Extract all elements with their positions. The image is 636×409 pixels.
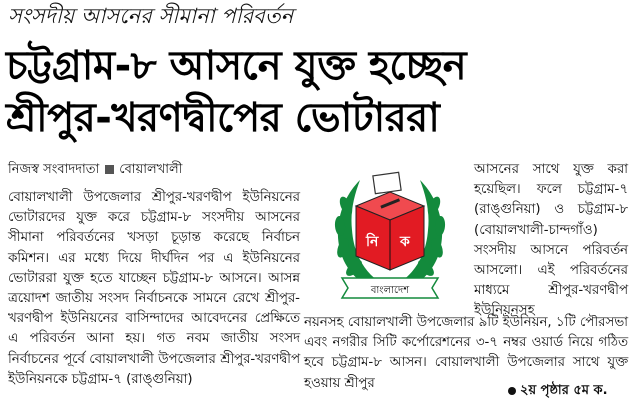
logo-letter-left: নি [366,234,379,250]
headline-line-2: শ্রীপুর-খরণদ্বীপের ভোটাররা [6,95,440,141]
ribbon-text: বাংলাদেশ [370,285,410,296]
article-text-left: বোয়ালখালী উপজেলার শ্রীপুর-খরণদ্বীপ ইউনিয়নের ভোটারদের যুক্ত করে চট্টগ্রাম-৮ সংসদীয় আসনের সীমানা পরিবর্তনের খসড়া চূড়ান্ত করেছে নির্বাচন কমিশন। এর মধ্যে দিয়ে দীর্ঘদিন পর এ ইউনিয়নের ভোটাররা যুক্ত হতে যাচ্ছেন চট্টগ্রাম-৮ আসনে। আসন্ন ত্রয়োদশ জাতীয় সংসদ নির্বাচনকে সামনে রেখে শ্রীপুর-খরণদ্বীপ ইউনিয়নের বাসিন্দাদের আবেদনের প্রেক্ষিতে এ পরিবর্তন আনা হয়। গত নবম জাতীয় সংসদ নির্বাচনের পূর্বে বোয়ালখালী উপজেলার শ্রীপুর-খরণদ্বীপ ইউনিয়নকে চট্টগ্রাম-৭ (রাঙ্গুনিয়া) [8,190,300,387]
article-text-right: আসনের সাথে যুক্ত করা হয়েছিল। ফলে চট্টগ্রাম-৭ (রাঙ্গুনিয়া) ও চট্টগ্রাম-৮ (বোয়ালখালী-চান্দগাঁও) সংসদীয় আসনে পরিবর্তন আসলো। এই পরিবর্তনের মাধ্যমে শ্রীপুর-খরণদ্বীপ ইউনিয়নসহ [474,162,628,319]
continuation-note[interactable] [508,381,632,401]
headline-line-1: চট্টগ্রাম-৮ আসনে যুক্ত হচ্ছেন [6,43,467,89]
byline-location: বোয়ালখালী [119,162,183,177]
ballot-box-icon [356,172,424,270]
bullet-icon [508,387,516,395]
article-column-right [474,160,628,319]
article-column-left [8,188,300,400]
election-commission-logo [326,166,454,306]
byline-author: নিজস্ব সংবাদদাতা [8,162,100,177]
logo-letter-right: ক [400,234,410,250]
ribbon-icon [342,278,438,298]
article-text-bottom: নয়নসহ বোয়ালখালী উপজেলার ৯টি ইউনিয়ন, ১টি পৌরসভা এবং নগরীর সিটি কর্পোরেশনের ৩-৭ নম্বর ওয়ার্ড নিয়ে গঠিত হবে চট্টগ্রাম-৮ আসন। বোয়ালখালী উপজেলার সাথে যুক্ত হওয়ায় শ্রীপুর [304,315,628,391]
byline-separator [105,165,114,174]
byline [8,160,308,180]
kicker: সংসদীয় আসনের সীমানা পরিবর্তন [8,4,294,28]
continuation-text: ২য় পৃষ্ঠার ৫ম ক. [520,383,608,398]
